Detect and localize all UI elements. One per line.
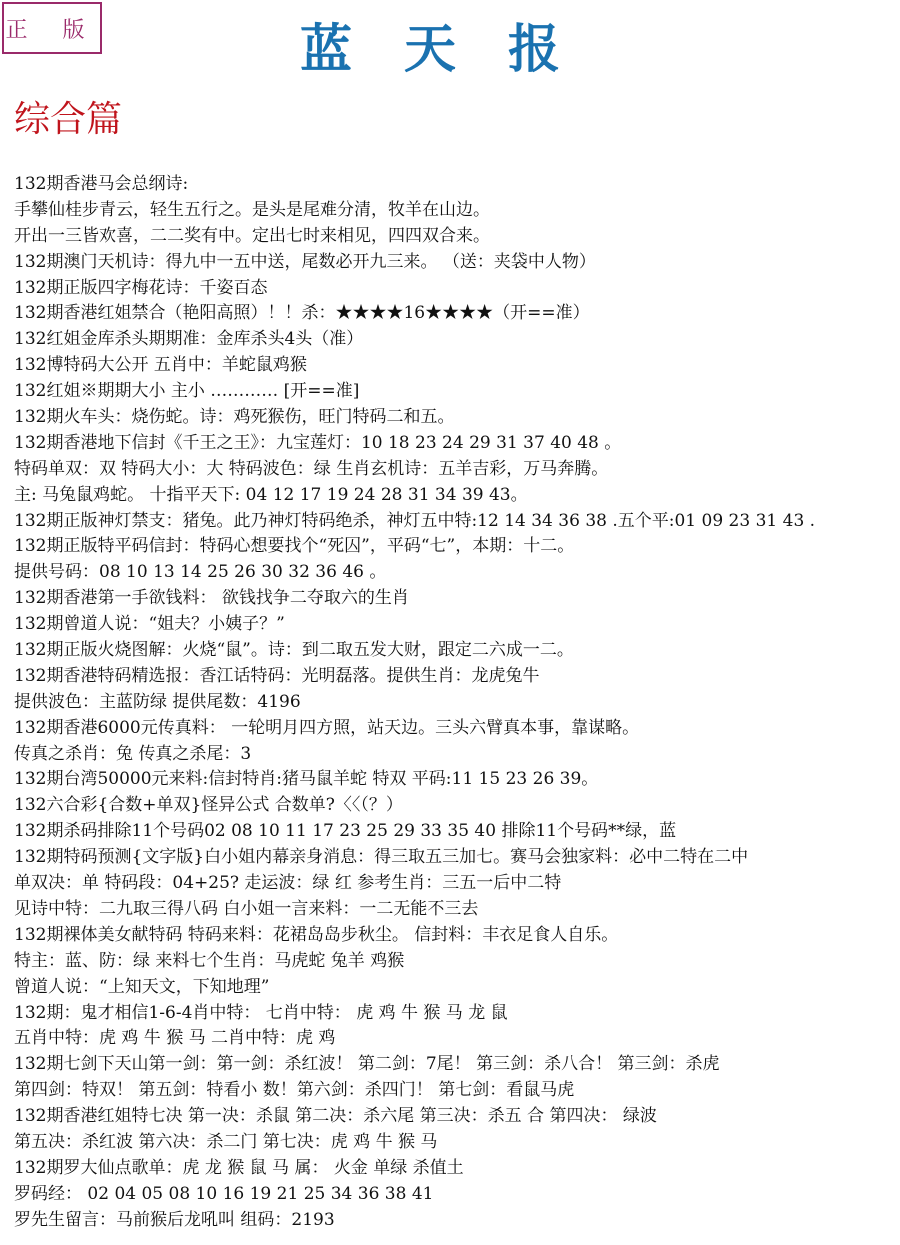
text-line: 见诗中特：二九取三得八码 白小姐一言来料：一二无能不三去 bbox=[14, 898, 479, 919]
text-line: 提供号码：08 10 13 14 25 26 30 32 36 46 。 bbox=[14, 562, 387, 583]
edition-badge: 正 版 bbox=[2, 2, 102, 54]
text-line: 132期杀码排除11个号码02 08 10 11 17 23 25 29 33 35 40 排除11个号码**绿，蓝 bbox=[14, 821, 677, 842]
content-body bbox=[14, 172, 900, 1234]
text-line: 罗码经： 02 04 05 08 10 16 19 21 25 34 36 38 41 bbox=[14, 1183, 434, 1204]
text-line: 132六合彩{合数+单双}怪异公式 合数单?〈〈（？） bbox=[14, 795, 403, 816]
text-line: 132期香港特码精选报：香江话特码：光明磊落。提供生肖：龙虎兔牛 bbox=[14, 665, 540, 686]
text-line: 132期香港马会总纲诗: bbox=[14, 174, 189, 194]
text-line: 132期台湾50000元来料:信封特肖:猪马鼠羊蛇 特双 平码:11 15 23 26 39。 bbox=[14, 769, 599, 790]
text-line: 132红姐※期期大小 主小 ………… [开==准] bbox=[14, 381, 360, 402]
text-line: 132期七剑下天山第一剑：第一剑：杀红波！ 第二剑：7尾！ 第三剑：杀八合！ 第三剑：杀虎 bbox=[14, 1054, 720, 1075]
text-line: 第五决：杀红波 第六决：杀二门 第七决：虎 鸡 牛 猴 马 bbox=[14, 1131, 438, 1152]
text-line: 132红姐金库杀头期期准：金库杀头4头（准） bbox=[14, 329, 364, 350]
text-line: 132期：鬼才相信1-6-4肖中特： 七肖中特： 虎 鸡 牛 猴 马 龙 鼠 bbox=[14, 1002, 508, 1023]
text-line: 132期香港第一手欲钱料： 欲钱找争二夺取六的生肖 bbox=[14, 588, 409, 609]
text-line: 132期正版神灯禁支：猪兔。此乃神灯特码绝杀，神灯五中特:12 14 34 36 38 .五个平:01 09 23 31 43 . bbox=[14, 510, 816, 531]
text-line: 132博特码大公开 五肖中：羊蛇鼠鸡猴 bbox=[14, 355, 307, 376]
text-line: 132期罗大仙点歌单：虎 龙 猴 鼠 马 属： 火金 单绿 杀值土 bbox=[14, 1157, 464, 1178]
text-line: 五肖中特：虎 鸡 牛 猴 马 二肖中特：虎 鸡 bbox=[14, 1028, 336, 1049]
text-line: 132期正版火烧图解：火烧“鼠”。诗：到二取五发大财，跟定二六成一二。 bbox=[14, 640, 574, 661]
text-line: 开出一三皆欢喜，二二奖有中。定出七时来相见，四四双合来。 bbox=[14, 225, 490, 246]
text-line: 单双决：单 特码段：04+25? 走运波：绿 红 参考生肖：三五一后中二特 bbox=[14, 873, 562, 894]
text-line: 第四剑：特双！ 第五剑：特看小 数！第六剑：杀四门！ 第七剑：看鼠马虎 bbox=[14, 1080, 575, 1101]
text-line: 罗先生留言：马前猴后龙吼叫 组码：2193 bbox=[14, 1209, 335, 1230]
newspaper-title: 蓝天报 bbox=[300, 19, 613, 80]
text-line: 主: 马兔鼠鸡蛇。 十指平天下: 04 12 17 19 24 28 31 34 39 43。 bbox=[14, 484, 528, 505]
text-line: 提供波色：主蓝防绿 提供尾数：4196 bbox=[14, 691, 301, 712]
text-line: 132期香港地下信封《千王之王》：九宝莲灯：10 18 23 24 29 31 37 40 48 。 bbox=[14, 432, 622, 453]
text-line: 特主：蓝、防：绿 来料七个生肖：马虎蛇 兔羊 鸡猴 bbox=[14, 950, 405, 971]
text-line: 132期香港红姐禁合（艳阳高照）！！杀：★★★★16★★★★（开==准） bbox=[14, 303, 590, 324]
text-line: 132期裸体美女献特码 特码来料：花裙岛岛步秋尘。 信封料：丰衣足食人自乐。 bbox=[14, 924, 619, 945]
text-line: 132期澳门天机诗：得九中一五中送，尾数必开九三来。 （送：夹袋中人物） bbox=[14, 251, 596, 272]
text-line: 132期火车头：烧伤蛇。诗：鸡死猴伤，旺门特码二和五。 bbox=[14, 407, 455, 428]
text-line: 132期特码预测{文字版}白小姐内幕亲身消息：得三取五三加七。赛马会独家料：必中二特在二中 bbox=[14, 847, 749, 868]
text-line: 132期香港6000元传真料： 一轮明月四方照，站天边。三头六臂真本事，靠谋略。 bbox=[14, 717, 640, 738]
text-line: 132期香港红姐特七决 第一决：杀鼠 第二决：杀六尾 第三决：杀五 合 第四决： 绿波 bbox=[14, 1106, 657, 1127]
text-line: 特码单双：双 特码大小：大 特码波色：绿 生肖玄机诗：五羊吉彩，万马奔腾。 bbox=[14, 458, 609, 479]
text-line: 132期曾道人说：“姐夫？小姨子？” bbox=[14, 614, 285, 635]
text-line: 传真之杀肖：兔 传真之杀尾：3 bbox=[14, 743, 252, 764]
section-heading: 综合篇 bbox=[14, 99, 123, 140]
text-line: 132期正版特平码信封：特码心想要找个“死囚”，平码“七”，本期：十二。 bbox=[14, 536, 575, 557]
text-line: 曾道人说：“上知天文，下知地理” bbox=[14, 976, 270, 997]
text-line: 手攀仙桂步青云，轻生五行之。是头是尾难分清，牧羊在山边。 bbox=[14, 199, 490, 220]
text-line: 132期正版四字梅花诗：千姿百态 bbox=[14, 277, 268, 298]
